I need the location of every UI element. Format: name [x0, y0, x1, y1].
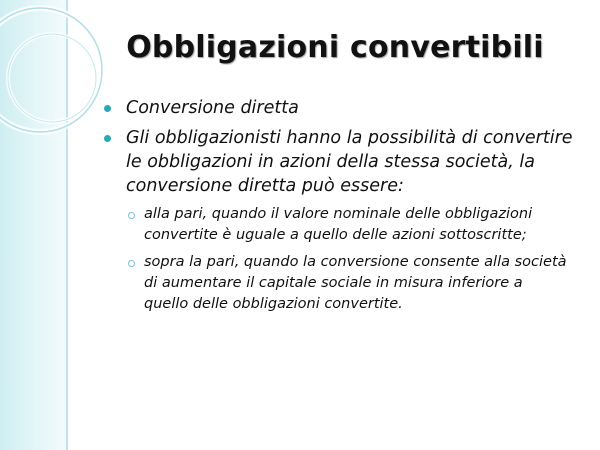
sub-bullet-line: quello delle obbligazioni convertite. [144, 296, 403, 312]
sub-bullet-line: sopra la pari, quando la conversione consente alla società [144, 254, 567, 270]
slide-content [104, 96, 584, 315]
bullet-dot-icon [104, 135, 111, 142]
bullet-item [104, 96, 584, 120]
sub-bullet-line: convertite è uguale a quello delle azioni sottoscritte; [144, 227, 527, 243]
slide-title: Obbligazioni convertibili [126, 30, 544, 65]
bullet-text: Conversione diretta [126, 98, 299, 118]
sub-bullet-ring-icon [128, 260, 135, 267]
sub-bullet-item [126, 252, 584, 315]
bullet-line: le obbligazioni in azioni della stessa società, la [126, 152, 535, 172]
sub-bullet-line: di aumentare il capitale sociale in misura inferiore a [144, 275, 523, 291]
sub-bullet-line: alla pari, quando il valore nominale delle obbligazioni [144, 206, 533, 222]
sub-bullet-item [126, 204, 584, 246]
bullet-line: conversione diretta può essere: [126, 176, 404, 196]
decorative-circles [0, 0, 120, 150]
bullet-dot-icon [104, 105, 111, 112]
sub-bullet-ring-icon [128, 212, 135, 219]
bullet-line: Gli obbligazionisti hanno la possibilità di convertire [126, 128, 573, 148]
bullet-item [104, 126, 584, 198]
